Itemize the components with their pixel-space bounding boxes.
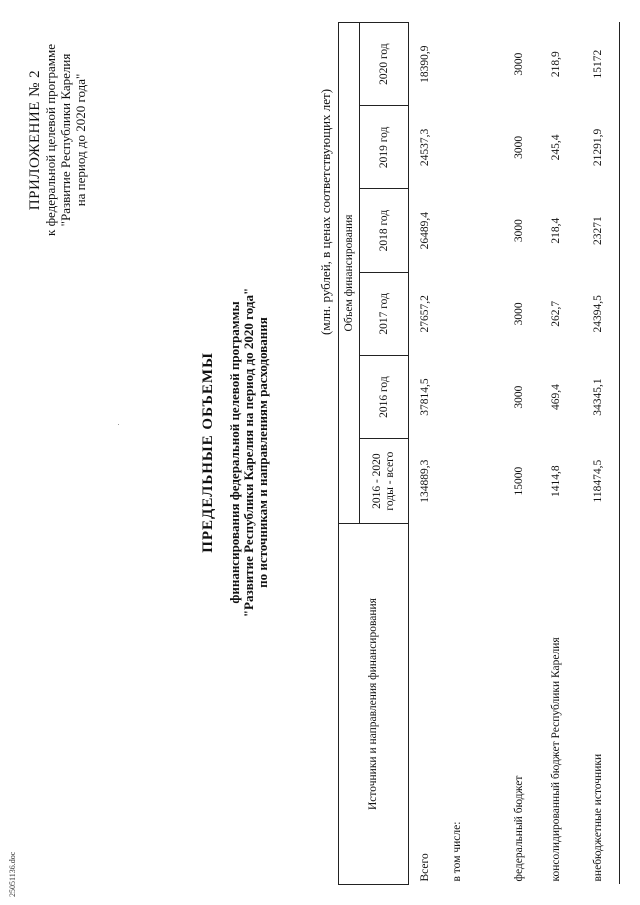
appendix-header <box>28 10 88 270</box>
appendix-line-3: на период до 2020 года" <box>73 73 88 207</box>
appendix-number: ПРИЛОЖЕНИЕ № 2 <box>27 69 43 211</box>
header-year-2019: 2019 год <box>360 106 409 189</box>
header-year-2020: 2020 год <box>360 23 409 106</box>
header-year-2017: 2017 год <box>360 272 409 355</box>
cell-2020: 18390,9 <box>419 45 431 83</box>
header-year-2016: 2016 год <box>360 355 409 438</box>
subtitle-line-2: "Развитие Республики Карелия на период до 2020 года" <box>241 287 256 618</box>
header-source: Источники и направления финансирования <box>339 524 409 885</box>
cell-2016: 34345,1 <box>592 378 604 416</box>
header-total: 2016 - 2020 годы - всего <box>360 439 409 524</box>
cell-2017: 27657,2 <box>419 295 431 333</box>
cell-2016: 469,4 <box>550 384 562 411</box>
row-label: федеральный бюджет <box>513 775 525 882</box>
cell-2019: 3000 <box>513 135 525 159</box>
cell-total: 118474,5 <box>592 459 604 503</box>
subtitle-line-1: финансирования федеральной целевой программы <box>227 301 242 604</box>
table-row-regional <box>535 23 577 885</box>
units-note: (млн. рублей, в ценах соответствующих лет) <box>318 88 333 335</box>
financing-table <box>338 22 620 885</box>
cell-2019: 21291,9 <box>592 128 604 167</box>
file-id: 25051136.doc <box>8 851 17 897</box>
header-volume: Объем финансирования <box>339 23 360 524</box>
appendix-line-1: к федеральной целевой программе <box>43 44 58 236</box>
table-row-extrabudgetary <box>577 23 620 885</box>
cell-total: 15000 <box>513 466 525 496</box>
cell-2016: 37814,5 <box>419 378 431 416</box>
cell-2018: 3000 <box>513 219 525 243</box>
cell-2019: 245,4 <box>550 134 562 161</box>
subtitle-line-3: по источникам и направлениям расходования <box>255 317 270 588</box>
table-row-total <box>409 23 442 885</box>
table-row-including <box>441 23 473 885</box>
cell-2018: 23271 <box>592 216 604 245</box>
cell-2019: 24537,3 <box>419 128 431 167</box>
cell-2018: 218,4 <box>550 217 562 244</box>
header-year-2018: 2018 год <box>360 189 409 272</box>
cell-2020: 3000 <box>513 52 525 76</box>
row-label: консолидированный бюджет Республики Карелия <box>550 637 562 882</box>
appendix-line-2: "Развитие Республики Карелия <box>58 53 73 227</box>
cell-2017: 3000 <box>513 302 525 326</box>
document-subtitle <box>228 0 270 905</box>
scan-speck <box>118 424 119 425</box>
cell-2020: 15172 <box>592 49 604 79</box>
cell-2020: 218,9 <box>550 51 562 78</box>
cell-2016: 3000 <box>513 385 525 409</box>
row-label: Всего <box>419 853 431 882</box>
cell-2017: 262,7 <box>550 300 562 327</box>
cell-2018: 26489,4 <box>419 211 431 250</box>
row-label: внебюджетные источники <box>592 753 604 882</box>
cell-2017: 24394,5 <box>592 295 604 333</box>
document-title: ПРЕДЕЛЬНЫЕ ОБЪЕМЫ <box>200 352 216 553</box>
cell-total: 1414,8 <box>550 465 562 497</box>
cell-total: 134889,3 <box>419 459 431 503</box>
row-label: в том числе: <box>451 821 463 882</box>
table-row-federal <box>473 23 535 885</box>
